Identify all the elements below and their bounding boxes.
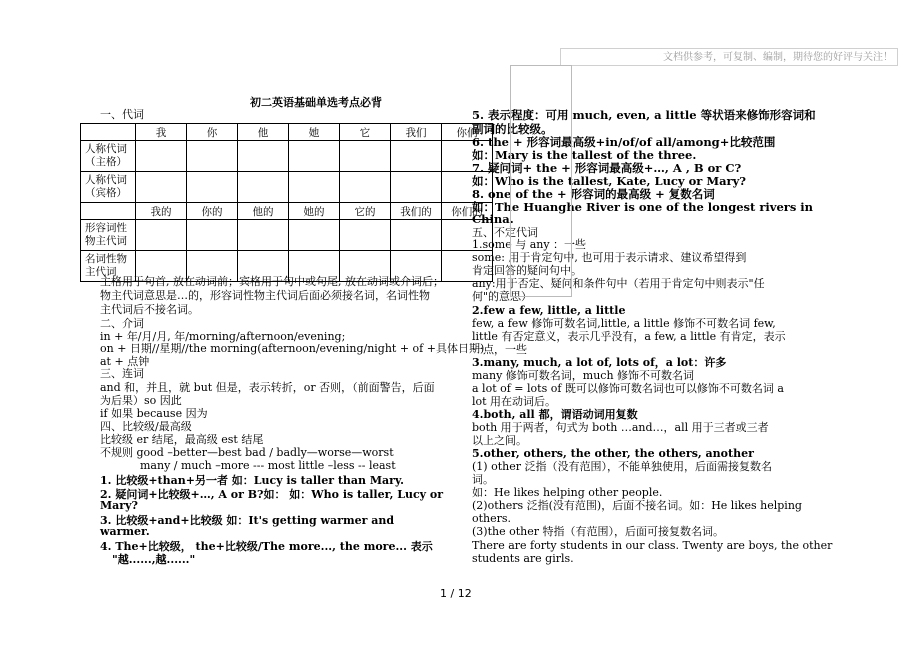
- col-header: 她的: [289, 203, 340, 220]
- text-line: (3)the other 特指（有范围），后面可接复数名词。: [472, 525, 724, 538]
- text-line: many 修饰可数名词，much 修饰不可数名词: [472, 369, 695, 382]
- text-line: 何"的意思）: [472, 290, 533, 303]
- text-line: little 有否定意义，表示几乎没有，a few, a little 有肯定，表示: [472, 330, 786, 343]
- text-line: (1) other 泛指（没有范围），不能单独使用，后面需接复数名: [472, 460, 772, 473]
- rule-line: warmer.: [100, 525, 150, 538]
- text-line: students are girls.: [472, 552, 574, 565]
- text-line: 词。: [472, 473, 494, 486]
- text-line: 为后果）so 因此: [100, 394, 182, 407]
- subheading: 3.many, much, a lot of, lots of，a lot：许多: [472, 356, 727, 369]
- rule-line: 4. The+比较级， the+比较级/The more..., the more... 表示: [100, 540, 433, 553]
- col-header: 我: [136, 124, 187, 141]
- text-line: 物主代词意思是…的，形容词性物主代词后面必须接名词，名词性物: [100, 289, 430, 302]
- col-header: 我们的: [391, 203, 442, 220]
- text-line: lot 用在动词后。: [472, 395, 557, 408]
- col-header: 你的: [187, 203, 238, 220]
- section-comparison: 四、比较级/最高级: [100, 420, 192, 433]
- rule-line: 7. 疑问词+ the + 形容词最高级+…, A , B or C?: [472, 161, 742, 175]
- col-header: 他的: [238, 203, 289, 220]
- text-line: 主格用于句首, 放在动词前；宾格用于句中或句尾, 放在动词或介词后；: [100, 275, 444, 288]
- row-header: 人称代词（宾格）: [81, 172, 136, 203]
- rule-line: 6. the + 形容词最高级+in/of/of all/among+比较范围: [472, 135, 776, 149]
- section-pronouns: 一、代词: [100, 108, 144, 121]
- row-header: 形容词性物主代词: [81, 220, 136, 251]
- subheading: 4.both, all 都，谓语动词用复数: [472, 408, 638, 421]
- col-header: 它的: [340, 203, 391, 220]
- text-line: and 和，并且，就 but 但是，表示转折，or 否则，（前面警告，后面: [100, 381, 435, 394]
- col-header: 我的: [136, 203, 187, 220]
- text-line: both 用于两者，句式为 both …and…，all 用于三者或三者: [472, 421, 769, 434]
- col-header: 你: [187, 124, 238, 141]
- col-header: 我们: [391, 124, 442, 141]
- rule-line: 1. 比较级+than+另一者 如：Lucy is taller than Mary.: [100, 474, 404, 487]
- text-line: others.: [472, 512, 512, 525]
- col-header: 你们的: [442, 203, 493, 220]
- text-line: 不规则 good –better—best bad / badly—worse—worst: [100, 446, 394, 459]
- text-line: There are forty students in our class. Twenty are boys, the other: [472, 539, 833, 552]
- text-line: at + 点钟: [100, 355, 150, 368]
- section-conjunctions: 三、连词: [100, 367, 144, 380]
- section-indefinite: 五、不定代词: [472, 226, 538, 239]
- text-line: (2)others 泛指(没有范围)，后面不接名词。如：He likes helping: [472, 499, 802, 512]
- col-header: 它: [340, 124, 391, 141]
- text-line: in + 年/月/月, 年/morning/afternoon/evening;: [100, 330, 346, 343]
- text-line: 比较级 er 结尾，最高级 est 结尾: [100, 433, 264, 446]
- text-line: 1.some 与 any ：一些: [472, 238, 587, 251]
- text-line: 如：He likes helping other people.: [472, 486, 663, 499]
- col-header: 他: [238, 124, 289, 141]
- text-line: many / much –more --- most little –less -- least: [140, 459, 396, 472]
- rule-line: 如：Mary is the tallest of the three.: [472, 148, 697, 162]
- text-line: any:用于否定、疑问和条件句中（若用于肯定句中则表示"任: [472, 277, 765, 290]
- frame-box: [510, 65, 572, 297]
- text-line: if 如果 because 因为: [100, 407, 208, 420]
- subheading: 2.few a few, little, a little: [472, 304, 626, 317]
- rule-line: 2. 疑问词+比较级+…, A or B?如： 如：Who is taller, Lucy or: [100, 488, 444, 501]
- text-line: a lot of = lots of 既可以修饰可数名词也可以修饰不可数名词 a: [472, 382, 784, 395]
- rule-line: 副词的比较级。: [472, 122, 553, 136]
- text-line: few, a few 修饰可数名词,little, a little 修饰不可数名词 few,: [472, 317, 776, 330]
- subheading: 5.other, others, the other, the others, another: [472, 447, 754, 460]
- text-line: some: 用于肯定句中, 也可用于表示请求、建议希望得到: [472, 251, 747, 264]
- page-number: 1 / 12: [440, 587, 472, 600]
- text-line: 肯定回答的疑问句中。: [472, 264, 582, 277]
- watermark-header: 文档供参考，可复制、编制，期待您的好评与关注！: [560, 48, 898, 66]
- rule-line: 8. one of the + 形容词的最高级 + 复数名词: [472, 187, 715, 201]
- rule-line: 3. 比较级+and+比较级 如：It's getting warmer and: [100, 514, 395, 527]
- rule-line: 如：Who is the tallest, Kate, Lucy or Mary?: [472, 174, 747, 188]
- text-line: 以上之间。: [472, 434, 527, 447]
- rule-line: 如：The Huanghe River is one of the longest rivers in: [472, 200, 814, 214]
- row-header: 名词性物主代词: [81, 251, 136, 282]
- pronoun-table: [80, 123, 493, 282]
- rule-line: "越......,越......": [112, 553, 196, 566]
- rule-line: China.: [472, 212, 514, 226]
- text-line: 一点，一些: [472, 343, 527, 356]
- page-title: 初二英语基础单选考点必背: [250, 96, 382, 109]
- col-header: 你们: [442, 124, 493, 141]
- col-header: 她: [289, 124, 340, 141]
- text-line: 主代词后不接名词。: [100, 303, 199, 316]
- rule-line: 5. 表示程度：可用 much, even, a little 等状语来修饰形容词和: [472, 108, 816, 122]
- text-line: on + 日期//星期//the morning(afternoon/evening/night + of +具体日期): [100, 342, 485, 355]
- rule-line: Mary?: [100, 499, 138, 512]
- row-header: 人称代词（主格）: [81, 141, 136, 172]
- section-prepositions: 二、介词: [100, 317, 144, 330]
